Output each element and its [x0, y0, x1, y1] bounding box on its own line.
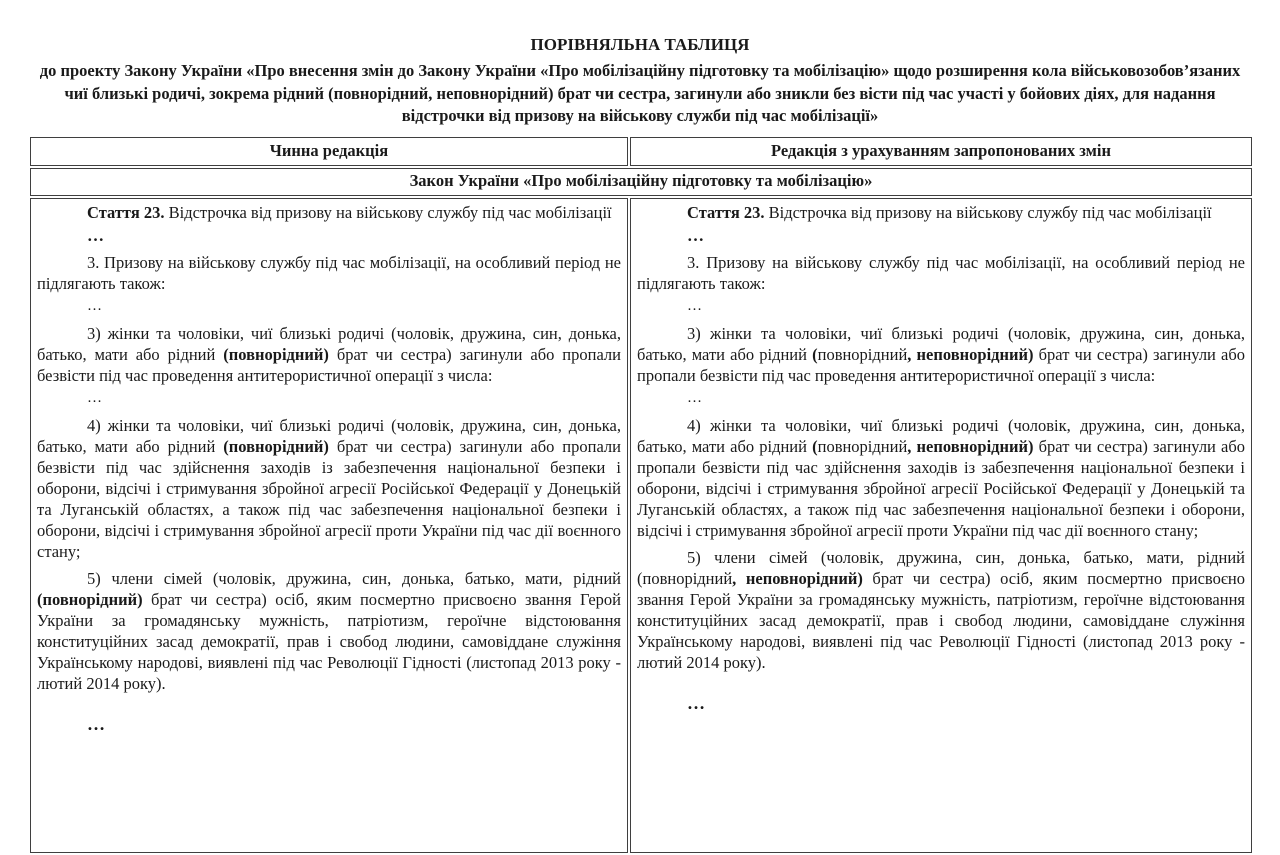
text-run: брат чи сестра) осіб, яким посмертно присвоєно звання Герой України за громадянську мужність, патріотизм, героїчне відстоювання конституційних засад демократії, прав і свобод людини, самовіддане служіння Українському народові, виявлені під час Революції Гідності (листопад 2013 року - лютий 2014 року). — [637, 568, 1245, 672]
paragraph — [37, 296, 621, 317]
text-run: Відстрочка від призову на військову службу під час мобілізації — [164, 202, 612, 222]
paragraph — [37, 415, 621, 562]
text-run: … — [687, 389, 704, 406]
paragraph — [637, 225, 1245, 246]
text-run: брат чи сестра) загинули або пропали безвісти під час здійснення заходів із забезпечення національної безпеки і оборони, відсічі і стримування збройної агресії Російської Федерації у Донецькій та Луганській областях, а також під час забезпечення національної безпеки і оборони, відсічі і стримування збройної агресії проти України під час дії воєнного стану; — [37, 436, 621, 561]
text-run: … — [687, 692, 707, 713]
text-run: 5) члени сімей (чоловік, дружина, син, донька, батько, мати, рідний — [87, 568, 621, 588]
text-run: Відстрочка від призову на військову службу під час мобілізації — [764, 202, 1212, 222]
paragraph — [637, 693, 1245, 714]
text-run: … — [687, 297, 704, 314]
text-run: 4) жінки та чоловіки, чиї близькі родичі (чоловік, дружина, син, донька, батько, мати або рідний — [37, 415, 621, 456]
text-run: ( — [812, 436, 818, 456]
paragraph — [37, 714, 621, 735]
comparison-table — [28, 135, 1254, 855]
text-run: брат чи сестра) осіб, яким посмертно присвоєно звання Герой України за громадянську мужність, патріотизм, героїчне відстоювання конституційних засад демократії, прав і свобод людини, самовіддане служіння Українському народові, виявлені під час Революції Гідності (листопад 2013 року - лютий 2014 року). — [37, 589, 621, 693]
text-run: … — [87, 389, 104, 406]
page — [0, 34, 1280, 828]
law-title-row — [30, 168, 1252, 196]
text-run: 4) жінки та чоловіки, чиї близькі родичі (чоловік, дружина, син, донька, батько, мати або рідний — [637, 415, 1245, 456]
column-header-proposed: Редакція з урахуванням запропонованих змін — [630, 137, 1252, 166]
paragraph — [637, 547, 1245, 673]
proposed-version-column — [630, 198, 1252, 853]
current-version-column — [30, 198, 628, 853]
paragraph — [37, 225, 621, 246]
text-run: брат чи сестра) загинули або пропали безвісти під час проведення антитерористичної операції з числа: — [37, 344, 621, 385]
text-run: брат чи сестра) загинули або пропали безвісти під час проведення антитерористичної операції з числа: — [637, 344, 1245, 385]
paragraph — [37, 388, 621, 409]
document-subtitle: до проекту Закону України «Про внесення змін до Закону України «Про мобілізаційну підготовку та мобілізацію» щодо розширення кола військовозобов’язаних чиї близькі родичі, зокрема рідний (повнорідний, неповнорідний) брат чи сестра, загинули або зникли без вісти під час участі у бойових діях, для надання відстрочки від призову на військову служби під час мобілізації» — [39, 61, 1241, 125]
text-run: Стаття 23. — [687, 202, 765, 222]
text-run: повнорідний — [642, 568, 733, 588]
table-header-row — [30, 137, 1252, 166]
text-run: Стаття 23. — [87, 202, 165, 222]
text-run: , неповнорідний) — [907, 344, 1034, 364]
text-run: 3. Призову на військову службу під час мобілізації, на особливий період не підлягають також: — [637, 252, 1245, 293]
paragraph — [637, 252, 1245, 294]
law-title-cell: Закон України «Про мобілізаційну підготовку та мобілізацію» — [30, 168, 1252, 196]
text-run: (повнорідний) — [223, 436, 329, 456]
paragraph — [37, 252, 621, 294]
paragraph — [637, 323, 1245, 386]
text-run: , неповнорідний) — [907, 436, 1034, 456]
text-run: … — [687, 225, 706, 245]
text-run: 3) жінки та чоловіки, чиї близькі родичі (чоловік, дружина, син, донька, батько, мати або рідний — [637, 323, 1245, 364]
paragraph — [37, 323, 621, 386]
document-title: ПОРІВНЯЛЬНА ТАБЛИЦЯ — [530, 35, 750, 54]
text-run: … — [87, 713, 107, 734]
text-run: (повнорідний) — [37, 589, 143, 609]
paragraph — [637, 296, 1245, 317]
text-run: 3) жінки та чоловіки, чиї близькі родичі (чоловік, дружина, син, донька, батько, мати або рідний — [37, 323, 621, 364]
text-run: 3. Призову на військову службу під час мобілізації, на особливий період не підлягають також: — [37, 252, 621, 293]
text-run: 5) члени сімей (чоловік, дружина, син, донька, батько, мати, рідний ( — [637, 547, 1245, 588]
text-run: , неповнорідний) — [732, 568, 863, 588]
text-run: повнорідний — [817, 344, 908, 364]
paragraph — [637, 202, 1245, 223]
text-run: брат чи сестра) загинули або пропали безвісти під час здійснення заходів із забезпечення національної безпеки і оборони, відсічі і стримування збройної агресії Російської Федерації у Донецькій та Луганській областях, а також під час забезпечення національної безпеки і оборони, відсічі і стримування збройної агресії проти України під час дії воєнного стану; — [637, 436, 1245, 540]
text-run: повнорідний — [817, 436, 908, 456]
column-header-current: Чинна редакція — [30, 137, 628, 166]
paragraph — [637, 415, 1245, 541]
paragraph — [37, 202, 621, 223]
text-run: (повнорідний) — [223, 344, 329, 364]
paragraph — [37, 568, 621, 694]
text-run: … — [87, 225, 106, 245]
paragraph — [637, 388, 1245, 409]
text-run: ( — [812, 344, 818, 364]
table-body-row — [30, 198, 1252, 853]
text-run: … — [87, 297, 104, 314]
